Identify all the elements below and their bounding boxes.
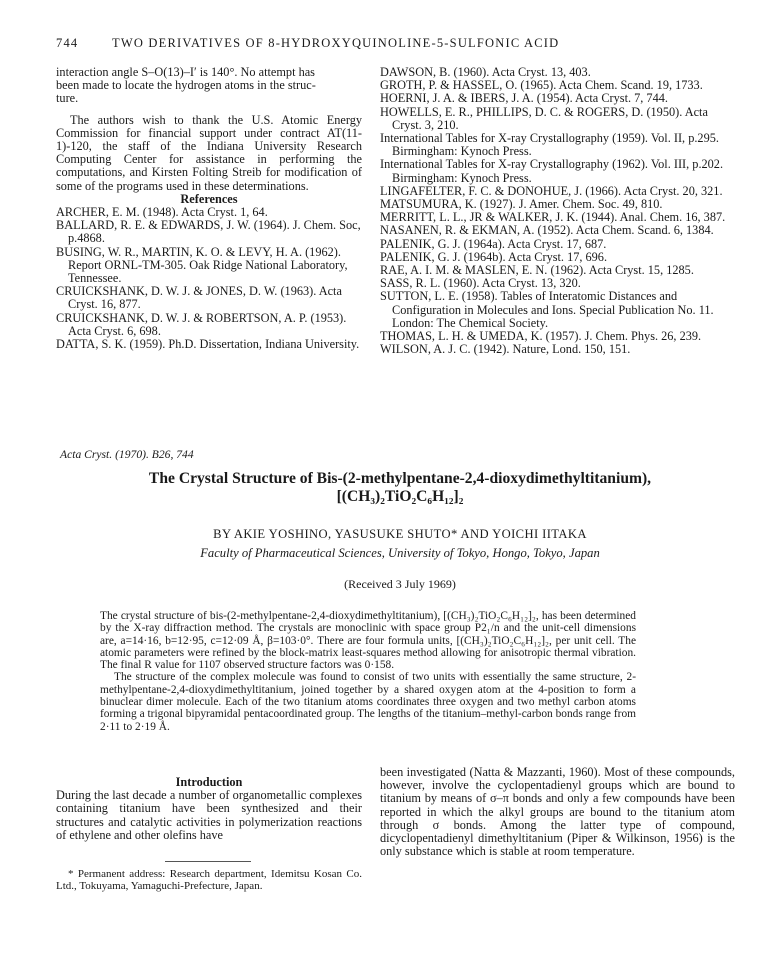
prev-article-left-column (56, 66, 362, 351)
article-authors: BY AKIE YOSHINO, YASUSUKE SHUTO* AND YOICHI IITAKA (213, 527, 587, 541)
article-title (60, 470, 740, 506)
page-number: 744 (56, 36, 79, 50)
reference-item: DAWSON, B. (1960). Acta Cryst. 13, 403. (380, 65, 591, 79)
reference-item: ARCHER, E. M. (1948). Acta Cryst. 1, 64. (56, 205, 268, 220)
reference-item: GROTH, P. & HASSEL, O. (1965). Acta Chem. Scand. 19, 1733. (380, 78, 703, 93)
reference-item: HOERNI, J. A. & IBERS, J. A. (1954). Acta Cryst. 7, 744. (380, 91, 668, 106)
intro-paragraph-continued: been investigated (Natta & Mazzanti, 1960). Most of these compounds, however, involve the cyclopentadienyl groups which are bound to titanium by means of σ–π bonds and only a few compounds have been reported in which the alkyl groups are bound to the titanium atom through σ bonds. Among the latter type of compound, dicyclopentadienyl dimethyltitanium (Piper & Wilkinson, 1956) is the only substance which is stable at room temperature. (380, 765, 735, 859)
reference-item: PALENIK, G. J. (1964b). Acta Cryst. 17, 696. (380, 249, 608, 264)
reference-item: BUSING, W. R., MARTIN, K. O. & LEVY, H. A. (1962). Report ORNL-TM-305. Oak Ridge National Laboratory, Tennessee. (56, 244, 348, 286)
body-line: ture. (56, 91, 79, 106)
article-title-formula: [(CH₃)₂TiO₂C₆H₁₂]₂ (336, 488, 464, 505)
references-heading: References (180, 191, 238, 206)
reference-item: SUTTON, L. E. (1958). Tables of Interatomic Distances and Configuration in Molecules and Ions. Special Publication No. 11. London: The Chemical Society. (380, 289, 714, 330)
reference-item: MERRITT, L. L., JR & WALKER, J. K. (1944). Anal. Chem. 16, 387. (380, 210, 726, 225)
abstract (100, 610, 636, 733)
reference-item: RAE, A. I. M. & MASLEN, E. N. (1962). Acta Cryst. 15, 1285. (380, 263, 694, 278)
reference-item: International Tables for X-ray Crystallography (1959). Vol. II, p.295. Birmingham: Kynoch Press. (380, 131, 719, 159)
intro-left-column (56, 776, 362, 842)
reference-item: THOMAS, L. H. & UMEDA, K. (1957). J. Chem. Phys. 26, 239. (380, 329, 702, 344)
abstract-paragraph-1: The crystal structure of bis-(2-methylpentane-2,4-dioxydimethyltitanium), [(CH₃)₂TiO₂C₆H₁₂]₂, has been determined by the X-ray diffraction method. The crystals are monoclinic with space group P2₁/n and the unit-cell dimensions are, a=14·16, b=12·95, c=12·09 Å, β=103·0°. There are four formula units, [(CH₃)₂TiO₂C₆H₁₂]₂, per unit cell. The atomic parameters were refined by the block-matrix least-squares method allowing for anisotropic thermal vibration. The final R value for 1107 observed structure factors was 0·158. (100, 610, 636, 672)
body-line: interaction angle S–O(13)–I′ is 140°. No attempt has (56, 65, 315, 79)
reference-item: BALLARD, R. E. & EDWARDS, J. W. (1964). J. Chem. Soc, p.4868. (56, 218, 361, 246)
prev-article-right-column (380, 66, 735, 356)
reference-item: International Tables for X-ray Crystallography (1962). Vol. III, p.202. Birmingham: Kynoch Press. (380, 157, 724, 185)
intro-right-column (380, 766, 735, 858)
article-title-line1: The Crystal Structure of Bis-(2-methylpentane-2,4-dioxydimethyltitanium), (148, 470, 652, 487)
reference-item: CRUICKSHANK, D. W. J. & ROBERTSON, A. P. (1953). Acta Cryst. 6, 698. (56, 310, 347, 338)
running-title: TWO DERIVATIVES OF 8-HYDROXYQUINOLINE-5-SULFONIC ACID (112, 36, 560, 50)
acknowledgement: The authors wish to thank the U.S. Atomic Energy Commission for financial support under contract AT(11-1)-120, the staff of the Indiana University Research Computing Center for assistance in performing the computations, and Kirsten Folting Streib for modification of some of the programs used in these determinations. (56, 112, 362, 193)
reference-item: DATTA, S. K. (1959). Ph.D. Dissertation, Indiana University. (56, 337, 360, 352)
reference-item: HOWELLS, E. R., PHILLIPS, D. C. & ROGERS, D. (1950). Acta Cryst. 3, 210. (380, 104, 708, 132)
reference-item: LINGAFELTER, F. C. & DONOHUE, J. (1966). Acta Cryst. 20, 321. (380, 183, 723, 198)
reference-item: SASS, R. L. (1960). Acta Cryst. 13, 320. (380, 276, 581, 291)
reference-item: MATSUMURA, K. (1927). J. Amer. Chem. Soc. 49, 810. (380, 197, 663, 212)
abstract-paragraph-2: The structure of the complex molecule was found to consist of two units with essentially the same structure, 2-methylpentane-2,4-dioxydimethyltitanium, joined together by a shared oxygen atom at the 4-position to form a binuclear dimer molecule. Each of the two titanium atoms coordinates three oxygen and two methyl carbon atoms forming a trigonal bipyramidal pentacoordinated group. The lengths of the titanium–methyl-carbon bonds range from 2·11 to 2·19 Å. (100, 671, 636, 733)
body-line: been made to locate the hydrogen atoms in the struc- (56, 78, 316, 93)
article-affiliation: Faculty of Pharmaceutical Sciences, University of Tokyo, Hongo, Tokyo, Japan (200, 546, 600, 560)
journal-citation: Acta Cryst. (1970). B26, 744 (60, 448, 194, 461)
footnote: * Permanent address: Research department, Idemitsu Kosan Co. Ltd., Tokuyama, Yamaguchi-Prefecture, Japan. (56, 868, 362, 892)
introduction-heading: Introduction (175, 775, 243, 789)
reference-item: NASANEN, R. & EKMAN, A. (1952). Acta Chem. Scand. 6, 1384. (380, 223, 714, 238)
reference-item: PALENIK, G. J. (1964a). Acta Cryst. 17, 687. (380, 236, 607, 251)
received-date: (Received 3 July 1969) (344, 577, 456, 591)
reference-item: WILSON, A. J. C. (1942). Nature, Lond. 150, 151. (380, 342, 631, 357)
intro-paragraph: During the last decade a number of organometallic complexes containing titanium have been synthesized and their structures and catalytic activities in polymerization reactions of ethylene and other olefins have (56, 788, 362, 842)
footnote-divider (165, 861, 251, 862)
reference-item: CRUICKSHANK, D. W. J. & JONES, D. W. (1963). Acta Cryst. 16, 877. (56, 284, 342, 312)
